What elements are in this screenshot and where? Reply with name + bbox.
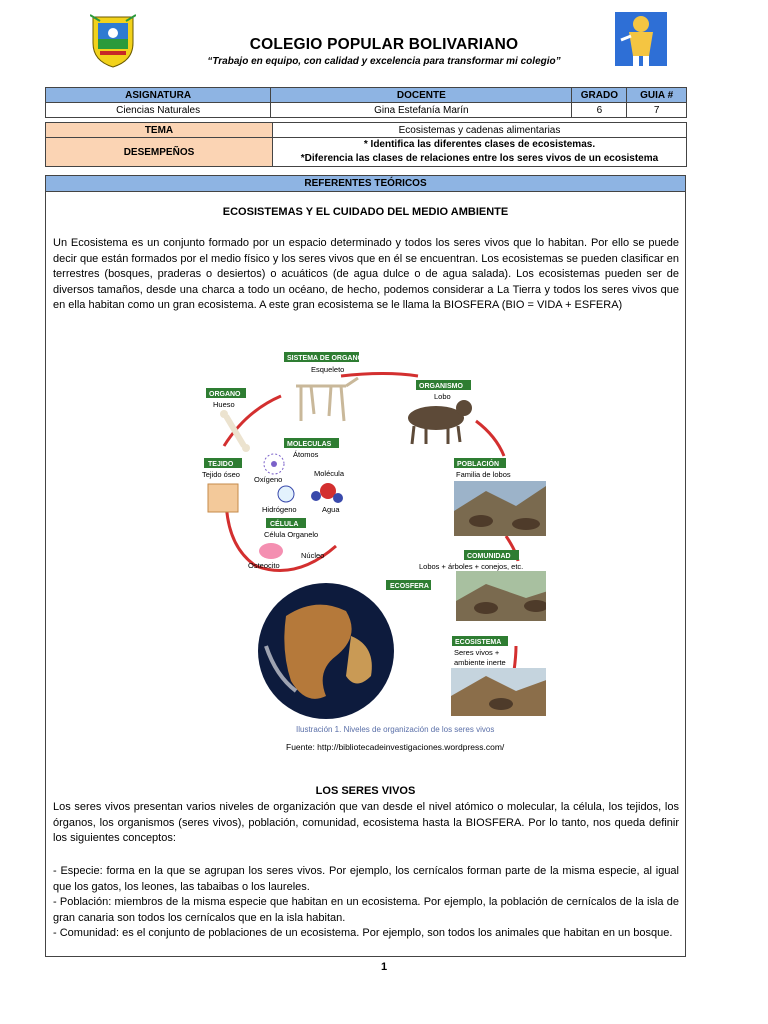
bullet-especie: - Especie: forma en la que se agrupan los seres vivos. Por ejemplo, los cernícalos forman parte de la misma especie, al igual que los gatos, los leones, las tabaibas o los laureles.	[53, 865, 679, 893]
section-title-ecosistemas: ECOSISTEMAS Y EL CUIDADO DEL MEDIO AMBIENTE	[222, 206, 509, 218]
figure-caption: Ilustración 1. Niveles de organización de los seres vivos	[296, 725, 495, 734]
info-table	[45, 87, 687, 118]
label-organo: ORGANO	[209, 391, 241, 398]
text-ambiente-inerte: ambiente inerte	[454, 658, 506, 667]
page-number: 1	[380, 961, 388, 973]
arrow-ecosistema	[514, 646, 516, 671]
atom-icon	[264, 454, 284, 474]
header-guia: GUIA #	[627, 88, 687, 103]
arrow-poblacion	[476, 421, 504, 456]
text-seres-vivos: Seres vivos +	[454, 648, 500, 657]
tissue-icon	[208, 484, 238, 512]
label-sistema-organos: SISTEMA DE ORGANOS	[287, 355, 368, 362]
referentes-box	[45, 175, 686, 957]
arrow-organismo	[341, 374, 418, 377]
skeleton-icon	[296, 378, 358, 421]
value-grado: 6	[572, 103, 627, 118]
referentes-header: REFERENTES TEÓRICOS	[46, 176, 685, 192]
text-familia-lobos: Familia de lobos	[456, 470, 511, 479]
desempenos-label: DESEMPEÑOS	[46, 138, 273, 167]
water-molecule-icon	[278, 483, 343, 503]
desempenos-values	[273, 138, 687, 167]
label-tejido: TEJIDO	[208, 461, 234, 468]
text-oxigeno: Oxígeno	[254, 475, 283, 484]
section-title-seres-vivos: LOS SERES VIVOS	[315, 785, 416, 797]
desempeno-1: * Identifica las diferentes clases de ecosistemas.	[363, 139, 596, 150]
topic-table	[45, 122, 687, 167]
label-poblacion: POBLACIÓN	[457, 461, 499, 468]
text-agua: Agua	[322, 505, 340, 514]
value-asignatura: Ciencias Naturales	[46, 103, 271, 118]
desempeno-2: *Diferencia las clases de relaciones entre los seres vivos de un ecosistema	[300, 153, 659, 164]
header-docente: DOCENTE	[271, 88, 572, 103]
levels-of-organization-figure	[186, 346, 546, 756]
text-celula-organelo: Célula Organelo	[264, 530, 319, 539]
text-osteocito: Osteocito	[248, 561, 280, 570]
text-hidrogeno: Hidrógeno	[262, 505, 297, 514]
wolf-family-photo	[454, 481, 546, 536]
text-lobo: Lobo	[434, 392, 451, 401]
community-photo	[456, 571, 546, 621]
text-tejido-oseo: Tejido óseo	[202, 470, 240, 479]
header-asignatura: ASIGNATURA	[46, 88, 271, 103]
value-guia: 7	[627, 103, 687, 118]
label-ecosfera: ECOSFERA	[390, 583, 429, 590]
text-molecula: Molécula	[314, 469, 345, 478]
bullet-poblacion: - Población: miembros de la misma especie que habitan en un ecosistema. Por ejemplo, la población de cernícalos de la isla de gran canaria son todos los cernícalos que en la isla habitan.	[53, 896, 679, 924]
paragraph-ecosistema: Un Ecosistema es un conjunto formado por un espacio determinado y todos los seres vivos que lo habitan. Por ello se puede decir que están formados por el medio físico y los seres vivos que en él se encuentran. Los ecosistemas se pueden clasificar en terrestres (bosques, praderas o desiertos) o acuáticos (de agua dulce o de agua salada). Los ecosistemas pueden ser de diversos tamaños, desde una charca a todo un océano, de hecho, podemos considerar a La Tierra y todos los seres vivos que en ella habitan como un gran ecosistema. A este gran ecosistema se le llama la BIOSFERA (BIO = VIDA + ESFERA)	[53, 237, 679, 312]
school-name: COLEGIO POPULAR BOLIVARIANO	[249, 36, 519, 53]
tema-value: Ecosistemas y cadenas alimentarias	[273, 123, 687, 138]
cell-icon	[259, 543, 283, 559]
figure-source: Fuente: http://bibliotecadeinvestigaciones.wordpress.com/	[286, 742, 505, 752]
label-ecosistema: ECOSISTEMA	[455, 639, 502, 646]
text-esqueleto: Esqueleto	[311, 365, 345, 374]
label-moleculas: MOLECULAS	[287, 441, 332, 448]
text-hueso: Hueso	[213, 400, 235, 409]
paragraph-seres-vivos: Los seres vivos presentan varios niveles de organización que van desde el nivel atómico o molecular, la célula, los tejidos, los órganos, los organismos (seres vivos), población, comunidad, ecosistema hasta la BIOSFERA. Por lo tanto, nos queda definir los siguientes conceptos:	[53, 801, 679, 845]
label-comunidad: COMUNIDAD	[467, 553, 511, 560]
label-organismo: ORGANISMO	[419, 383, 463, 390]
ecosystem-photo	[451, 668, 546, 716]
header-grado: GRADO	[572, 88, 627, 103]
wolf-icon	[408, 400, 472, 444]
earth-icon	[258, 583, 394, 719]
text-comunidad: Lobos + árboles + conejos, etc.	[419, 562, 524, 571]
bullet-comunidad: - Comunidad: es el conjunto de poblaciones de un ecosistema. Por ejemplo, son todos los animales que habitan en un bosque.	[53, 927, 673, 939]
label-celula: CÉLULA	[270, 521, 299, 528]
value-docente: Gina Estefanía Marín	[271, 103, 572, 118]
tema-label: TEMA	[46, 123, 273, 138]
text-atomos: Átomos	[293, 450, 319, 459]
school-motto: “Trabajo en equipo, con calidad y excelencia para transformar mi colegio”	[207, 56, 561, 67]
text-nucleo: Núcleo	[301, 551, 325, 560]
